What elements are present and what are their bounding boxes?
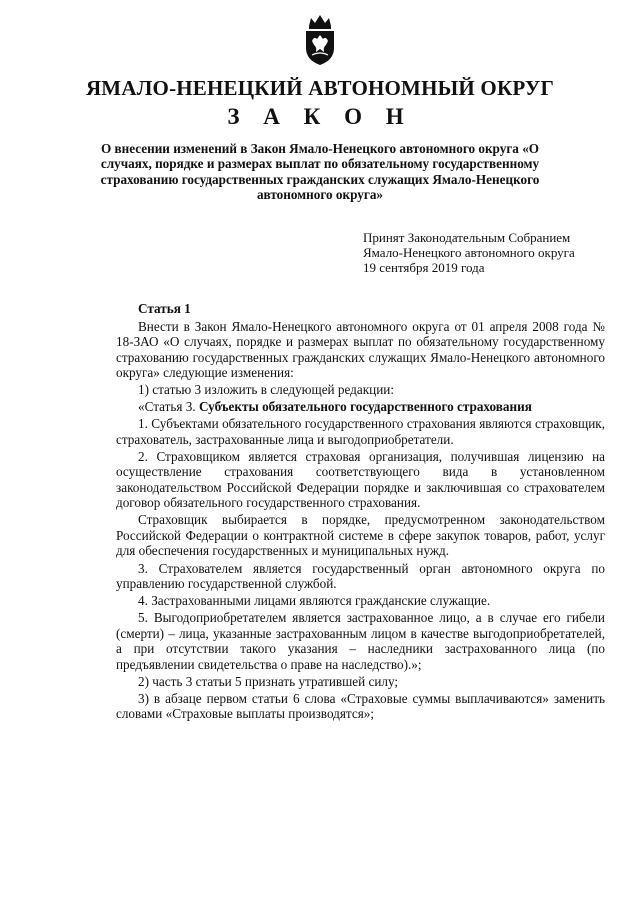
adoption-line-2: Ямало-Ненецкого автономного округа — [363, 245, 575, 260]
paragraph-intro: Внести в Закон Ямало-Ненецкого автономного округа от 01 апреля 2008 года № 18-ЗАО «О случаях, порядке и размерах выплат по обязательному государственному страхованию государственных гражданских служащих Ямало-Ненецкого автономного округа» следующие изменения: — [116, 318, 605, 380]
paragraph-policyholder: 3. Страхователем является государственный орган автономного округа по управлению государственной службой. — [116, 560, 605, 592]
paragraph-beneficiary: 5. Выгодоприобретателем является застрахованное лицо, а в случае его гибели (смерти) – лица, указанные застрахованным лицом в качестве выгодоприобретателей, а при отсутствии такого указания – наследники застрахованного лица (по предъявлении свидетельства о праве на наследство).»; — [116, 610, 605, 672]
paragraph-item-3: 3) в абзаце первом статьи 6 слова «Страховые суммы выплачиваются» заменить словами «Страховые выплаты производятся»; — [116, 690, 605, 722]
paragraph-article-3-title — [116, 399, 605, 415]
paragraph-subjects: 1. Субъектами обязательного государственного страхования являются страховщик, страхователь, застрахованные лица и выгодоприобретатели. — [116, 416, 605, 447]
article-3-prefix: «Статья 3. — [138, 399, 199, 415]
paragraph-insured: 4. Застрахованными лицами являются гражданские служащие. — [138, 593, 491, 609]
paragraph-item-2: 2) часть 3 статьи 5 признать утратившей силу; — [138, 673, 399, 689]
document-type: З А К О Н — [227, 104, 413, 129]
article-3-title: Субъекты обязательного государственного страхования — [198, 399, 532, 415]
paragraph-insurer-selection: Страховщик выбирается в порядке, предусмотренном законодательством Российской Федерации о контрактной системе в сфере закупок товаров, работ, услуг для обеспечения государственных и муниципальных нужд. — [116, 512, 605, 559]
paragraph-item-1: 1) статью 3 изложить в следующей редакции: — [138, 382, 394, 398]
document-title: О внесении изменений в Закон Ямало-Ненецкого автономного округа «О случаях, порядке и размерах выплат по обязательному государственному страхованию государственных гражданских служащих Ямало-Ненецкого автономного округа» — [100, 141, 540, 203]
adoption-date: 19 сентября 2019 года — [363, 260, 485, 275]
article-heading: Статья 1 — [138, 301, 191, 316]
coat-of-arms-emblem — [301, 14, 339, 66]
paragraph-insurer: 2. Страховщиком является страховая организация, получившая лицензию на осуществление страхования соответствующего вида в установленном законодательством Российской Федерации порядке и заключившая со страхователем договор обязательного государственного страхования. — [116, 448, 605, 511]
region-name: ЯМАЛО-НЕНЕЦКИЙ АВТОНОМНЫЙ ОКРУГ — [85, 76, 555, 100]
adoption-note — [363, 230, 575, 275]
article-body — [116, 301, 605, 722]
adoption-line-1: Принят Законодательным Собранием — [363, 230, 571, 245]
